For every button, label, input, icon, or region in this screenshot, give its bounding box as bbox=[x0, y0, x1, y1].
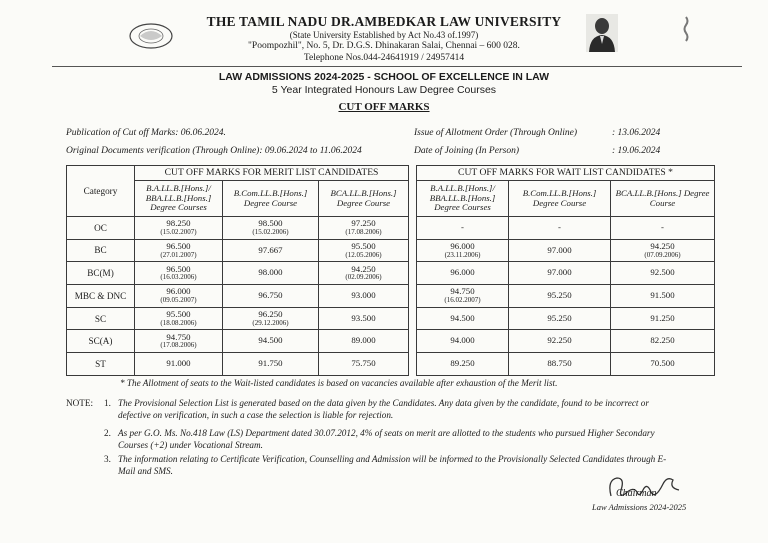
birth-date: (17.08.2006) bbox=[345, 227, 382, 236]
wait-bal-header: B.A.LL.B.[Hons.]/ BBA.LL.B.[Hons.] Degree Courses bbox=[417, 181, 509, 217]
category-cell bbox=[67, 262, 135, 285]
cell-value: 94.000 bbox=[450, 335, 475, 346]
university-name: THE TAMIL NADU DR.AMBEDKAR LAW UNIVERSITY bbox=[206, 14, 562, 29]
cell-value: 89.000 bbox=[351, 335, 376, 346]
wait-bcom-cell bbox=[509, 217, 611, 240]
category-cell bbox=[67, 353, 135, 376]
table-row bbox=[67, 239, 715, 262]
cell-value: 98.250 bbox=[166, 218, 191, 229]
cell-value: 94.750 bbox=[166, 331, 191, 342]
cell-value: 98.500 bbox=[258, 218, 283, 229]
chairman-subtitle: Law Admissions 2024-2025 bbox=[592, 502, 687, 512]
table-gap bbox=[409, 307, 417, 330]
cell-value: 94.750 bbox=[450, 286, 475, 297]
merit-list-header: CUT OFF MARKS FOR MERIT LIST CANDIDATES bbox=[135, 166, 409, 181]
cell-value: 82.250 bbox=[650, 335, 675, 346]
cell-value: 95.500 bbox=[166, 308, 191, 319]
merit-bca-cell bbox=[319, 285, 409, 308]
cell-value: 97.000 bbox=[547, 267, 572, 278]
cell-value: 96.500 bbox=[166, 240, 191, 251]
wait-bca-cell bbox=[611, 217, 715, 240]
merit-bal-cell bbox=[135, 330, 223, 353]
merit-bcom-cell bbox=[223, 353, 319, 376]
table-row bbox=[67, 285, 715, 308]
cell-value: 91.750 bbox=[258, 358, 283, 369]
cell-value: 92.250 bbox=[547, 335, 572, 346]
birth-date: (15.02.2007) bbox=[160, 227, 197, 236]
category-label: MBC & DNC bbox=[74, 290, 127, 301]
birth-date: (07.09.2006) bbox=[644, 250, 681, 259]
note-number: 2. bbox=[104, 428, 111, 438]
table-row bbox=[67, 262, 715, 285]
wait-bcom-cell bbox=[509, 330, 611, 353]
birth-date: (12.05.2006) bbox=[345, 250, 382, 259]
joining-date-label: Date of Joining (In Person) bbox=[414, 146, 520, 156]
merit-bal-cell bbox=[135, 285, 223, 308]
merit-bal-cell bbox=[135, 307, 223, 330]
cell-value: 94.500 bbox=[258, 335, 283, 346]
table-row bbox=[67, 217, 715, 240]
cell-value: - bbox=[661, 222, 664, 232]
header-divider bbox=[52, 66, 742, 67]
cell-value: 75.750 bbox=[351, 358, 376, 369]
category-cell bbox=[67, 217, 135, 240]
cell-value: 93.500 bbox=[351, 312, 376, 323]
category-label: SC(A) bbox=[88, 336, 113, 347]
wait-bca-cell bbox=[611, 285, 715, 308]
birth-date: (27.01.2007) bbox=[160, 250, 197, 259]
cell-value: 95.250 bbox=[547, 290, 572, 301]
merit-bcom-cell bbox=[223, 239, 319, 262]
cell-value: - bbox=[558, 222, 561, 232]
program-subtitle: 5 Year Integrated Honours Law Degree Courses bbox=[271, 84, 497, 96]
wait-bca-cell bbox=[611, 307, 715, 330]
cutoff-marks-table bbox=[66, 165, 715, 376]
birth-date: (17.08.2006) bbox=[160, 341, 197, 350]
cell-value: 89.250 bbox=[450, 358, 475, 369]
table-gap bbox=[409, 262, 417, 285]
cell-value: 98.000 bbox=[258, 267, 283, 278]
joining-date: : 19.06.2024 bbox=[612, 146, 661, 156]
merit-bca-cell bbox=[319, 307, 409, 330]
table-gap bbox=[409, 239, 417, 262]
cell-value: 95.250 bbox=[547, 312, 572, 323]
cell-value: 88.750 bbox=[547, 358, 572, 369]
table-row bbox=[67, 330, 715, 353]
cell-value: 97.000 bbox=[547, 244, 572, 255]
merit-bcom-cell bbox=[223, 307, 319, 330]
category-label: SC bbox=[94, 313, 107, 324]
cell-value: 96.500 bbox=[166, 263, 191, 274]
table-gap bbox=[409, 353, 417, 376]
cell-value: 93.000 bbox=[351, 290, 376, 301]
category-cell bbox=[67, 239, 135, 262]
birth-date: (16.02.2007) bbox=[444, 295, 481, 304]
wait-bcom-header: B.Com.LL.B.[Hons.] Degree Course bbox=[509, 181, 611, 217]
merit-bcom-header: B.Com.LL.B.[Hons.] Degree Course bbox=[223, 181, 319, 217]
document-verification-dates: Original Documents verification (Through Online): 09.06.2024 to 11.06.2024 bbox=[66, 146, 362, 156]
wait-bca-cell bbox=[611, 262, 715, 285]
category-label: BC(M) bbox=[87, 268, 114, 279]
allotment-issue-date: : 13.06.2024 bbox=[612, 128, 661, 138]
merit-bal-cell bbox=[135, 262, 223, 285]
wait-bcom-cell bbox=[509, 353, 611, 376]
cell-value: 70.500 bbox=[650, 358, 675, 369]
admissions-title: LAW ADMISSIONS 2024-2025 - SCHOOL OF EXCELLENCE IN LAW bbox=[218, 71, 550, 83]
birth-date: (16.03.2006) bbox=[160, 273, 197, 282]
note-item: The Provisional Selection List is generated based on the data given by the Candidates. Any data given by the candidate, found to be incorrect or defective on verification, in such a case the selection is liable for rejection. bbox=[118, 398, 649, 420]
wait-bal-cell bbox=[417, 353, 509, 376]
cell-value: 91.500 bbox=[650, 290, 675, 301]
cell-value: 91.250 bbox=[650, 312, 675, 323]
wait-list-footnote: * The Allotment of seats to the Wait-listed candidates is based on vacancies available after exhaustion of the Merit list. bbox=[120, 378, 558, 388]
birth-date: (23.11.2006) bbox=[444, 250, 481, 259]
establishment-note: (State University Established by Act No.43 of.1997) bbox=[289, 30, 479, 40]
category-cell bbox=[67, 330, 135, 353]
wait-bca-header: BCA.LL.B.[Hons.] Degree Course bbox=[611, 181, 715, 217]
merit-bca-cell bbox=[319, 330, 409, 353]
cell-value: 95.500 bbox=[351, 240, 376, 251]
cell-value: 96.750 bbox=[258, 290, 283, 301]
table-gap bbox=[409, 330, 417, 353]
table-gap bbox=[409, 285, 417, 308]
merit-bal-cell bbox=[135, 217, 223, 240]
merit-bca-cell bbox=[319, 262, 409, 285]
merit-bal-cell bbox=[135, 353, 223, 376]
cell-value: 96.000 bbox=[166, 286, 191, 297]
birth-date: (15.02.2006) bbox=[252, 227, 289, 236]
cell-value: - bbox=[461, 222, 464, 232]
cutoff-table-body bbox=[67, 217, 715, 376]
wait-bca-cell bbox=[611, 330, 715, 353]
birth-date: (18.08.2006) bbox=[160, 318, 197, 327]
wait-bal-cell bbox=[417, 285, 509, 308]
university-telephone: Telephone Nos.044-24641919 / 24957414 bbox=[303, 53, 465, 63]
note-number: 3. bbox=[104, 454, 111, 464]
note-item: The information relating to Certificate Verification, Counselling and Admission will be informed to the Provisionally Selected Candidates through E- Mail and SMS. bbox=[118, 454, 667, 476]
wait-bal-cell bbox=[417, 330, 509, 353]
wait-bca-cell bbox=[611, 239, 715, 262]
birth-date: (09.05.2007) bbox=[160, 295, 197, 304]
cell-value: 94.250 bbox=[351, 263, 376, 274]
category-label: BC bbox=[94, 245, 107, 256]
wait-bcom-cell bbox=[509, 285, 611, 308]
merit-bcom-cell bbox=[223, 330, 319, 353]
cell-value: 97.667 bbox=[258, 244, 283, 255]
table-gap bbox=[409, 166, 417, 217]
cell-value: 91.000 bbox=[166, 358, 191, 369]
note-item: As per G.O. Ms. No.418 Law (LS) Department dated 30.07.2012, 4% of seats on merit are allotted to the students who pursued Higher Secondary Courses (+2) under Vocational Stream. bbox=[118, 428, 655, 450]
publication-date: Publication of Cut off Marks: 06.06.2024. bbox=[66, 128, 226, 138]
cell-value: 97.250 bbox=[351, 218, 376, 229]
allotment-issue-label: Issue of Allotment Order (Through Online) bbox=[414, 128, 577, 138]
table-row bbox=[67, 353, 715, 376]
merit-bca-cell bbox=[319, 239, 409, 262]
table-row bbox=[67, 307, 715, 330]
chairman-title: Chairman bbox=[616, 488, 657, 499]
merit-bca-cell bbox=[319, 217, 409, 240]
wait-bal-cell bbox=[417, 217, 509, 240]
cell-value: 96.000 bbox=[450, 267, 475, 278]
category-label: OC bbox=[94, 222, 107, 233]
wait-bal-cell bbox=[417, 239, 509, 262]
note-number: 1. bbox=[104, 398, 111, 408]
wait-bcom-cell bbox=[509, 307, 611, 330]
birth-date: (29.12.2006) bbox=[252, 318, 289, 327]
cell-value: 94.250 bbox=[650, 240, 675, 251]
wait-bcom-cell bbox=[509, 239, 611, 262]
seal-mark-icon bbox=[681, 15, 691, 43]
wait-list-header: CUT OFF MARKS FOR WAIT LIST CANDIDATES * bbox=[417, 166, 715, 181]
wait-bal-cell bbox=[417, 262, 509, 285]
category-cell bbox=[67, 307, 135, 330]
category-label: ST bbox=[95, 358, 106, 369]
cell-value: 96.250 bbox=[258, 308, 283, 319]
wait-bcom-cell bbox=[509, 262, 611, 285]
merit-bal-header: B.A.LL.B.[Hons.]/ BBA.LL.B.[Hons.] Degree Courses bbox=[135, 181, 223, 217]
birth-date: (02.09.2006) bbox=[345, 273, 382, 282]
table-gap bbox=[409, 217, 417, 240]
university-address: "Poompozhil", No. 5, Dr. D.G.S. Dhinakaran Salai, Chennai – 600 028. bbox=[248, 41, 520, 51]
note-label: NOTE: bbox=[66, 398, 94, 408]
wait-bal-cell bbox=[417, 307, 509, 330]
merit-bca-header: BCA.LL.B.[Hons.] Degree Course bbox=[319, 181, 409, 217]
merit-bcom-cell bbox=[223, 217, 319, 240]
wait-bca-cell bbox=[611, 353, 715, 376]
category-header: Category bbox=[67, 166, 135, 217]
cutoff-marks-heading: CUT OFF MARKS bbox=[338, 101, 430, 113]
merit-bcom-cell bbox=[223, 285, 319, 308]
merit-bal-cell bbox=[135, 239, 223, 262]
merit-bca-cell bbox=[319, 353, 409, 376]
category-cell bbox=[67, 285, 135, 308]
merit-bcom-cell bbox=[223, 262, 319, 285]
cell-value: 96.000 bbox=[450, 240, 475, 251]
cell-value: 94.500 bbox=[450, 312, 475, 323]
cell-value: 92.500 bbox=[650, 267, 675, 278]
